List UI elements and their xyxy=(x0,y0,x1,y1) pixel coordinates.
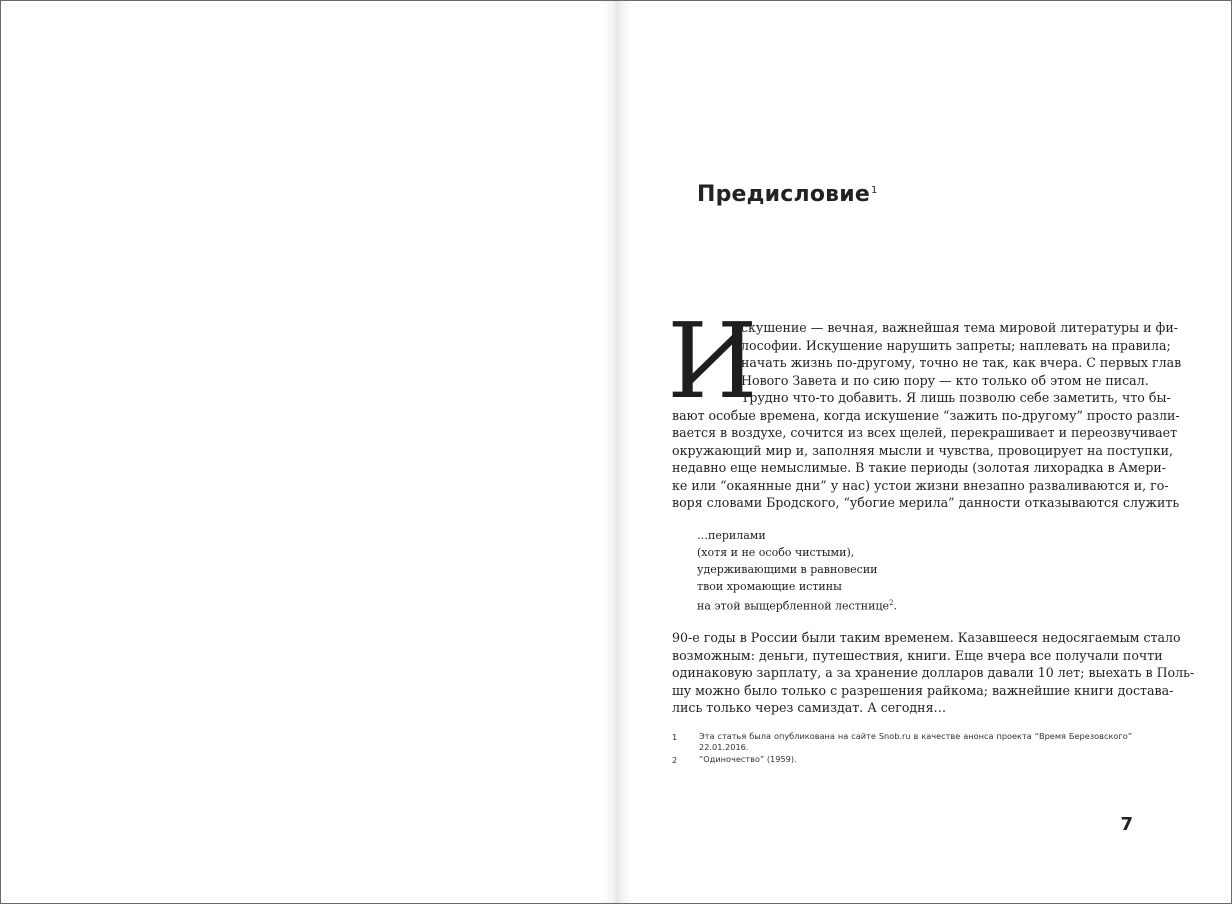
paragraph-1-line: окружающий мир и, заполняя мысли и чувства, провоцирует на поступки, xyxy=(672,442,1173,458)
footnote-text: Эта статья была опубликована на сайте Snob.ru в качестве анонса проекта “Время Березовского” xyxy=(699,731,1132,741)
right-page xyxy=(631,1,1231,903)
paragraph-1-line: начать жизнь по-другому, точно не так, как вчера. С первых глав xyxy=(741,355,1182,370)
paragraph-1-line: лософии. Искушение нарушить запреты; наплевать на правила; xyxy=(741,337,1171,353)
chapter-heading xyxy=(697,182,878,207)
verse-line-last xyxy=(697,595,897,615)
paragraph-2-line: 90-е годы в России были таким временем. Казавшееся недосягаемым стало xyxy=(672,630,1181,645)
verse-line-text: на этой выщербленной лестнице xyxy=(697,599,890,613)
paragraph-1-line: скушение — вечная, важнейшая тема мировой литературы и фи- xyxy=(741,320,1179,335)
verse-line: удерживающими в равновесии xyxy=(697,563,878,576)
book-gutter xyxy=(601,1,631,903)
paragraph-2-line: одинаковую зарплату, а за хранение долларов давали 10 лет; выехать в Поль- xyxy=(672,665,1195,680)
paragraph-1-line: ке или “окаянные дни” у нас) устои жизни внезапно разваливаются и, го- xyxy=(672,477,1169,493)
footnote-number: 1 xyxy=(672,732,678,742)
verse-line: твои хромающие истины xyxy=(697,580,842,593)
paragraph-1-line: воря словами Бродского, “убогие мерила” данности отказываются служить xyxy=(672,495,1180,510)
footnote-text: “Одиночество” (1959). xyxy=(699,754,797,764)
paragraph-2-line: шу можно было только с разрешения райкома; важнейшие книги доставa- xyxy=(672,682,1174,698)
paragraph-1-line: Трудно что-то добавить. Я лишь позволю себе заметить, что бы- xyxy=(741,390,1171,405)
paragraph-1-line: недавно еще немыслимые. В такие периоды (золотая лихорадка в Амери- xyxy=(672,460,1167,475)
verse-line: (хотя и не особо чистыми), xyxy=(697,546,855,559)
chapter-heading-text: Предисловие xyxy=(697,182,870,207)
paragraph-2-line: возможным: деньги, путешествия, книги. Еще вчера все получали почти xyxy=(672,647,1163,663)
heading-footnote-ref: 1 xyxy=(871,184,878,196)
paragraph-2-line: лись только через самиздат. А сегодня… xyxy=(672,700,947,715)
paragraph-1-line: вается в воздухе, сочится из всех щелей, перекрашивает и переозвучивает xyxy=(672,425,1178,440)
verse-footnote-ref: 2 xyxy=(889,599,894,607)
verse-line: …перилами xyxy=(697,529,766,542)
footnote-text: 22.01.2016. xyxy=(699,742,749,752)
verse-end-punctuation: . xyxy=(893,599,898,613)
drop-cap: И xyxy=(667,300,758,422)
page-number: 7 xyxy=(1120,814,1133,835)
paragraph-1-line: вают особые времена, когда искушение “зажить по-другому” просто разли- xyxy=(672,407,1180,423)
paragraph-1-line: Нового Завета и по сию пору — кто только об этом не писал. xyxy=(741,372,1149,388)
footnote-number: 2 xyxy=(672,755,678,765)
left-page xyxy=(1,1,613,903)
